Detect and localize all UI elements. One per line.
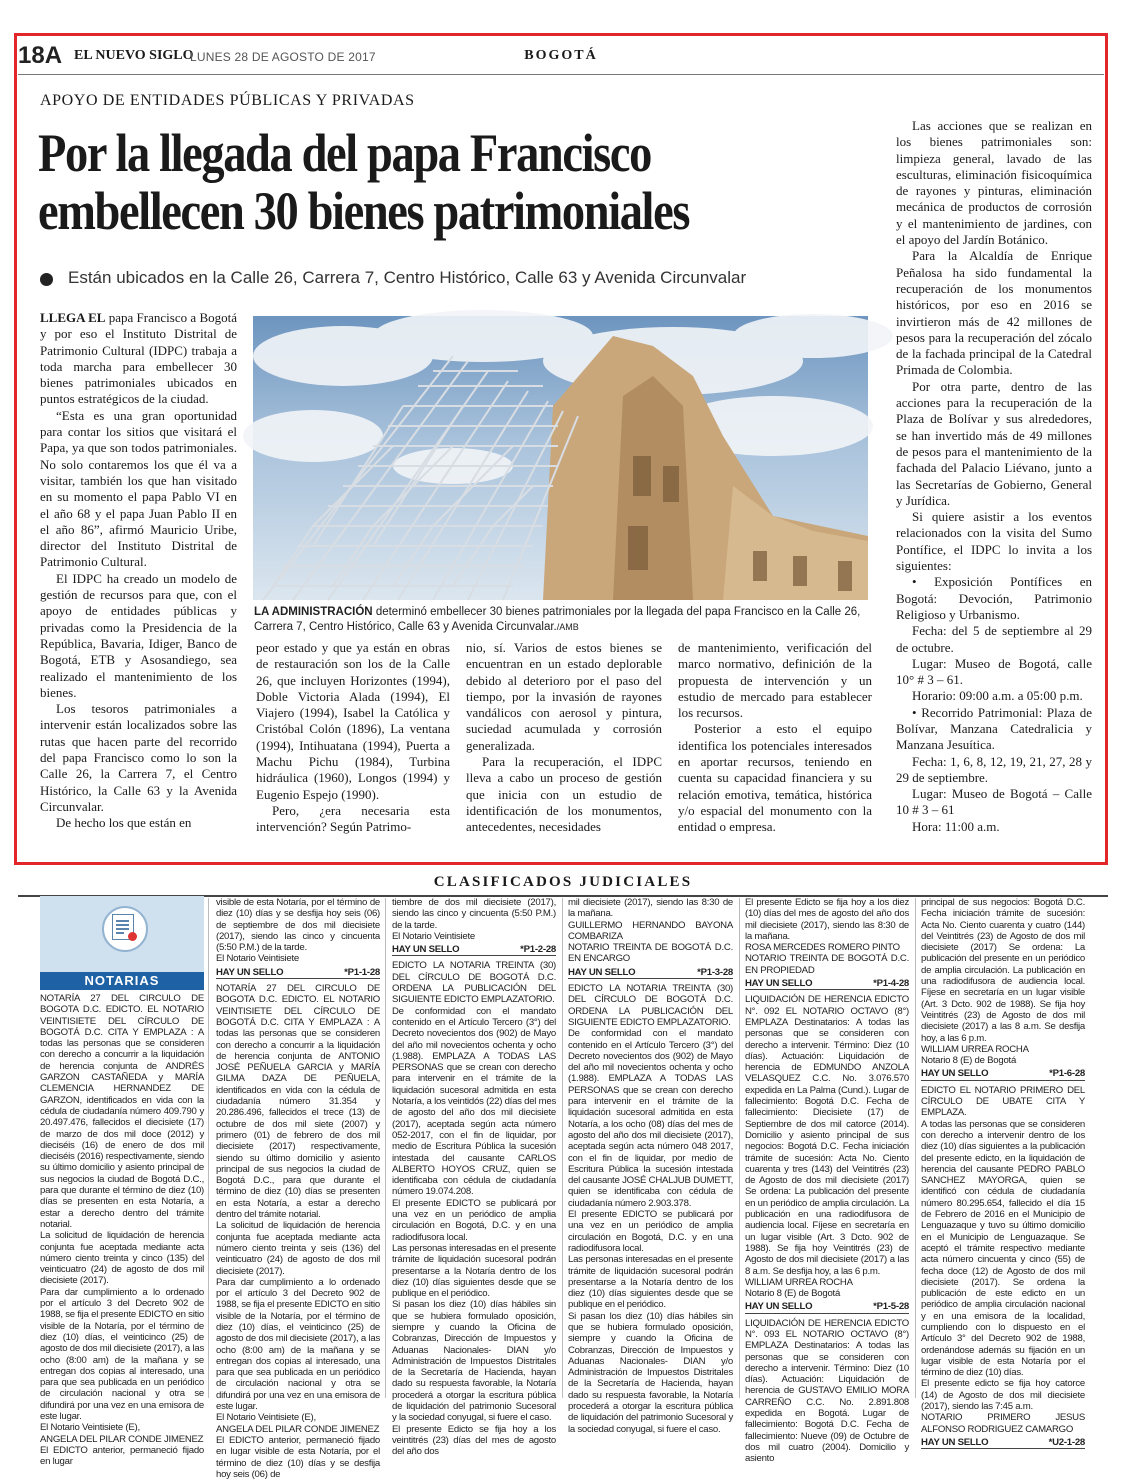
c4-notice-6: El presente EDICTO se publicará por una vez en un periódico de amplia circulación en Bogotá, D.C. y en una radiodifusora local. bbox=[568, 1209, 733, 1254]
classified-column-1 bbox=[40, 993, 204, 1468]
col1-p3: El IDPC ha creado un modelo de gestión de recursos para que, con el apoyo de entidades públicas y privadas como la Presidencia de la República, Bavaria, Idiger, Banco de Bogotá, ETB y Asosandiego, sea realizado el mantenimiento de los bienes. bbox=[40, 570, 237, 700]
right-p2: Para la Alcaldía de Enrique Peñalosa ha sido fundamental la recuperación de los monumentos históricos, por eso en 2016 se invirtieron más de 42 millones de pesos para la recuperación del zócalo de la fachada principal de la Catedral Primada de Colombia. bbox=[896, 248, 1092, 378]
classified-column-3 bbox=[392, 897, 556, 1458]
c2-notice-3: NOTARÍA 27 DEL CIRCULO DE BOGOTA D.C. EDICTO. EL NOTARIO VEINTISIETE DEL CÍRCULO DE BOGOTÁ D.C. CITA Y EMPLAZA : A todas las personas que se consideren con derecho a concurrir a la liquidación de herencia conjunta de ANTONIO JOSÉ PEÑUELA GARCIA y MARÍA GILMA DAZA DE PEÑUELA, identificados en vida con la cédula de ciudadanía número 31.354 y 20.286.496, fallecidos el trece (13) de octubre de dos mil siete (2007) y primero (01) de febrero de dos mil diecisiete (2017) respectivamente, siendo su último domicilio y asiento principal de sus negocios la ciudad de Bogotá D.C., para que durante el término de diez (10) días se presenten en esta Notaría, a estar a derecho dentro del trámite notarial. bbox=[216, 983, 380, 1221]
col2-p2: Pero, ¿era necesaria esta intervención? Según Patrimo- bbox=[256, 802, 450, 835]
page-number: 18A bbox=[18, 42, 63, 69]
c3-notice-8: El presente Edicto se fija hoy a los veintitrés (23) días del mes de agosto del año dos bbox=[392, 1423, 556, 1458]
article-column-right bbox=[896, 118, 1092, 835]
page-header bbox=[18, 40, 1104, 75]
classifieds-title: CLASIFICADOS JUDICIALES bbox=[433, 874, 693, 890]
c2-notice-6: El Notario Veintisiete (E), bbox=[216, 1412, 316, 1424]
col1-p4: Los tesoros patrimoniales a intervenir están localizados sobre las rutas que hacen parte del recorrido del papa Francisco como lo son la Calle 26, la Carrera 7, el Centro Histórico, la Calle 63 y la Avenida Circunvalar. bbox=[40, 701, 237, 814]
c2-notice-4: La solicitud de liquidación de herencia conjunta fue aceptada mediante acta número ciento treinta y seis (136) del veinticuatro (24) de agosto de dos mil diecisiete (2017). bbox=[216, 1220, 380, 1277]
right-p4: Si quiere asistir a los eventos relacionados con la visita del Sumo Pontífice, el IDPC lo invita a los siguientes: bbox=[896, 509, 1092, 574]
article-headline bbox=[38, 124, 778, 240]
c3-notice-3: EDICTO LA NOTARIA TREINTA (30) DEL CÍRCULO DE BOGOTÁ D.C. ORDENA LA PUBLICACIÓN DEL SIGUIENTE EDICTO EMPLAZATORIO. bbox=[392, 960, 556, 1006]
col3-p2: Para la recuperación, el IDPC lleva a cabo un proceso de gestión que inicia con un estudio de identificación de los monumentos, antecedentes, necesidades bbox=[466, 754, 662, 835]
right-p11: Lugar: Museo de Bogotá – Calle 10 # 3 – 61 bbox=[896, 786, 1092, 818]
c4-notice-3: NOTARIO TREINTA DE BOGOTÁ D.C. EN ENCARGO bbox=[568, 942, 733, 965]
c2-notice-2: El Notario Veintisiete bbox=[216, 953, 300, 965]
caption-text: determinó embellecer 30 bienes patrimoniales por la llegada del papa Francisco en la Calle 26, Carrera 7, Centro Histórico, Calle 63 y Avenida Circunvalar. bbox=[254, 606, 861, 633]
section-title: BOGOTÁ bbox=[524, 48, 598, 63]
c6-notice-2: WILLIAM URREA ROCHA bbox=[921, 1043, 1029, 1055]
c4-notice-4: EDICTO LA NOTARIA TREINTA (30) DEL CÍRCULO DE BOGOTÁ D.C. ORDENA LA PUBLICACIÓN DEL SIGUIENTE EDICTO EMPLAZATORIO. bbox=[568, 983, 733, 1028]
column-divider bbox=[915, 898, 916, 1398]
photo-caption bbox=[254, 605, 866, 635]
c4-notice-7: Las personas interesadas en el presente trámite de liquidación sucesoral podrán presentarse a la Notaría dentro de los diez (10) días siguientes desde que se publique en el periódico. bbox=[568, 1254, 733, 1311]
c1-notice-4: El Notario Veintisiete (E), bbox=[40, 1422, 140, 1434]
article-column-4 bbox=[678, 640, 872, 836]
article-column-1 bbox=[40, 310, 237, 832]
c4-notice-5: De conformidad con el mandato contenido en el Artículo Tercero (3°) del Decreto novecientos dos (902) de Mayo del año mil novecientos ochenta y ocho (1.988). EMPLAZA A TODAS LAS PERSONAS que se crean con derecho para intervenir en el trámite de la liquidación sucesoral admitida en esta Notaría, a los ocho (08) días del mes de agosto del año dos mil diecisiete (2017), aceptada según acta número 048 2017, con el fin de liquidar, por medio de Escritura Pública la sucesión intestada del causante JOSÉ CHALJUB DUMETT, quien se identificaba con cédula de ciudadanía número 2.903.378. bbox=[568, 1028, 733, 1209]
c2-notice-8: El EDICTO anterior, permaneció fijado en lugar visible de esta Notaría, por el término de diez (10) días y se desfija hoy seis (06) de bbox=[216, 1434, 380, 1480]
c4-notice-2: GUILLERMO HERNANDO BAYONA COMBARIZA bbox=[568, 919, 733, 942]
classified-column-5 bbox=[745, 897, 909, 1465]
c2-notice-7: ANGELA DEL PILAR CONDE JIMENEZ bbox=[216, 1423, 380, 1435]
seal-line: HAY UN SELLO *P1-1-28 bbox=[216, 966, 380, 978]
seal-line: HAY UN SELLO *P1-6-28 bbox=[921, 1068, 1085, 1080]
c3-notice-7: Si pasan los diez (10) días hábiles sin que se hubiera formulado oposición, siempre y cuando la Oficina de Cobranzas, Dirección de Impuestos y Aduanas Nacionales- DIAN y/o Administración de Impuestos Distritales de la Secretaría de Hacienda, hayan dado su respuesta favorable, la Notaría procederá a otorgar la escritura pública de liquidación del patrimonio Sucesoral y la sociedad conyugal, si fuere el caso. bbox=[392, 1299, 556, 1424]
classified-column-4 bbox=[568, 897, 733, 1435]
c5-notice-2: ROSA MERCEDES ROMERO PINTO bbox=[745, 942, 900, 954]
c5-notice-1: El presente Edicto se fija hoy a los diez (10) días del mes de agosto del año dos mil diecisiete (2017), siendo las 8:30 de la mañana. bbox=[745, 897, 909, 942]
headline-line-2: embellecen 30 bienes patrimoniales bbox=[38, 181, 690, 241]
right-p10: Fecha: 1, 6, 8, 12, 19, 21, 27, 28 y 29 de septiembre. bbox=[896, 753, 1092, 785]
c5-notice-3: NOTARIO TREINTA DE BOGOTÁ D.C. EN PROPIEDAD bbox=[745, 953, 909, 976]
right-p8: Horario: 09:00 a.m. a 05:00 p.m. bbox=[912, 688, 1083, 704]
headline-line-1: Por la llegada del papa Francisco bbox=[38, 123, 651, 183]
seal-line: HAY UN SELLO *P1-5-28 bbox=[745, 1301, 909, 1313]
seal-line: HAY UN SELLO *P1-4-28 bbox=[745, 978, 909, 990]
c1-notice-2: La solicitud de liquidación de herencia conjunta fue aceptada mediante acta número ciento treinta y cinco (135) del veinticuatro (24) de agosto de dos mil diecisiete (2017). bbox=[40, 1230, 204, 1287]
notarias-label: NOTARIAS bbox=[40, 972, 204, 990]
caption-lead: LA ADMINISTRACIÓN bbox=[254, 606, 373, 618]
c3-notice-5: El presente EDICTO se publicará por una vez en un periódico de amplia circulación en Bogotá, D.C. y en una radiodifusora local. bbox=[392, 1197, 556, 1243]
seal-line: HAY UN SELLO *P1-2-28 bbox=[392, 944, 556, 956]
seal-line: HAY UN SELLO *U2-1-28 bbox=[921, 1436, 1085, 1448]
col1-p5: De hecho los que están en bbox=[56, 815, 192, 831]
newspaper-name: EL NUEVO SIGLO bbox=[74, 48, 194, 63]
c6-notice-1: principal de sus negocios: Bogotá D.C. Fecha iniciación trámite de sucesión: Acta No. Ciento cuarenta y cuatro (144) del Veintitrés (23) de Agosto de dos mil diecisiete (2017) Se ordena: La publicación del presente en un periódico de amplia circulación. La publicación en una radiodifusora de audiencia local. Fíjese en secretaría en un lugar visible (Art. 3 Dcto. 902 de 1988). Se fija hoy Veintitrés (23) de Agosto de dos mil diecisiete (2017) a las 8 a.m. Se desfija hoy, a las 6 p.m. bbox=[921, 897, 1085, 1044]
c4-notice-1: mil diecisiete (2017), siendo las 8:30 de la mañana. bbox=[568, 897, 733, 920]
c1-notice-6: El EDICTO anterior, permaneció fijado en lugar bbox=[40, 1444, 204, 1468]
c5-notice-5: WILLIAM URREA ROCHA bbox=[745, 1276, 853, 1288]
cathedral-scaffolding-image bbox=[253, 316, 868, 600]
col1-p2: “Esta es una gran oportunidad para contar los sitios que visitará el Papa, ya que son todos patrimoniales. No solo contaremos los que él va a visitar, también los que han visitado en su momento el papa Pablo VI en el año 68 y el papa Juan Pablo II en el año 86”, afirmó Mauricio Uribe, director del Instituto Distrital de Patrimonio Cultural. bbox=[40, 407, 237, 570]
right-p7: Lugar: Museo de Bogotá, calle 10° # 3 – 61. bbox=[896, 655, 1092, 688]
column-divider bbox=[562, 898, 563, 1398]
col3-p1: nio, sí. Varios de estos bienes se encuentran en un estado deplorable debido al deterioro por el paso del tiempo, por la invasión de rayones vandálicos con aerosol y pintura, suciedad acumulada y corrosión generalizada. bbox=[466, 640, 662, 753]
c3-notice-2: El Notario Veintisiete bbox=[392, 930, 476, 942]
right-p9: • Recorrido Patrimonial: Plaza de Bolívar, Manzana Catedralicia y Manzana Jesuítica. bbox=[896, 704, 1092, 753]
right-p12: Hora: 11:00 a.m. bbox=[912, 818, 1000, 834]
col2-p1: peor estado y que ya están en obras de restauración son los de la Calle 26, que incluyen Horizontes (1994), Doble Victoria Alada (1994), El Viajero (1994), Isabel la Católica y Cristóbal Colón (1896), La ventana (1994), Intihuatana (1994), Puerta a Machu Pichu (1984), Turbina hidráulica (1960), Longos (1994) y Eugenio Espejo (1990). bbox=[256, 640, 450, 802]
classified-column-6 bbox=[921, 897, 1085, 1448]
c4-notice-8: Si pasan los diez (10) días hábiles sin que se hubiera formulado oposición, siempre y cuando la Oficina de Cobranzas, Dirección de Impuestos y Aduanas Nacionales- DIAN y/o Administración de Impuestos Distritales de la Secretaría de Hacienda, hayan dado su respuesta favorable, la Notaría procederá a otorgar la escritura pública de liquidación del patrimonio Sucesoral y la sociedad conyugal, si fuere el caso. bbox=[568, 1310, 733, 1435]
right-p3: Por otra parte, dentro de las acciones para la recuperación de la Plaza de Bolívar y sus alrededores, se han invertido más de 49 millones de pesos para el mantenimiento de la fachada del Palacio Liévano, junto a las Secretarías de Gobierno, General y Jurídica. bbox=[896, 378, 1092, 508]
seal-icon bbox=[128, 932, 137, 941]
article-photo bbox=[253, 316, 868, 600]
right-p1: Las acciones que se realizan en los bienes patrimoniales son: limpieza general, lavado de las esculturas, eliminación fisicoquímica de rayones y pinturas, eliminación mecánica de productos de corrosión y el mantenimiento de jardines, con el apoyo del Jardín Botánico. bbox=[896, 118, 1092, 248]
article-kicker: APOYO DE ENTIDADES PÚBLICAS Y PRIVADAS bbox=[40, 92, 415, 109]
c5-notice-6: Notario 8 (E) de Bogotá bbox=[745, 1288, 841, 1300]
c5-notice-4: LIQUIDACIÓN DE HERENCIA EDICTO N°. 092 EL NOTARIO OCTAVO (8°) EMPLAZA Destinatarios: A todas las personas que se consideren con derecho a intervenir. Término: Diez (10 días). Actuación: Liquidación de herencia de EDMUNDO ANZOLA VELASQUEZ C.C. No. 3.076.570 expedida en La Palma (Cund.). Lugar de fallecimiento: Bogotá D.C. Fecha de fallecimiento: Diecisiete (17) de Septiembre de dos mil catorce (2014). Domicilio y asiento principal de sus negocios: Bogotá D.C. Fecha iniciación trámite de sucesión: Acta No. Ciento cuarenta y tres (143) del Veintitrés (23) de Agosto de dos mil diecisiete (2017) Se ordena: La publicación del presente en un periódico de amplia circulación. La publicación en una radiodifusora de audiencia local. Fíjese en secretaría en un lugar visible (Art. 3 Dcto. 902 de 1988). Se fija hoy Veintitrés (23) de Agosto de dos mil diecisiete (2017) a las 8 a.m. Se desfija hoy, a las 6 p.m. bbox=[745, 994, 909, 1277]
c2-notice-1: visible de esta Notaría, por el término de diez (10) días y se desfija hoy seis (06) de septiembre de dos mil diecisiete (2017), siendo las cinco y cincuenta (5:50 P.M.) de la tarde. bbox=[216, 897, 380, 954]
c6-notice-4: EDICTO EL NOTARIO PRIMERO DEL CÍRCULO DE UBATE CITA Y EMPLAZA. bbox=[921, 1084, 1085, 1119]
c2-notice-5: Para dar cumplimiento a lo ordenado por el artículo 3 del Decreto 902 de 1988, se fija el presente EDICTO en sitio visible de la Notaría, por el término de diez (10) días, el veinticinco (25) de agosto de dos mil diecisiete (2017), a las ocho (8:00 am) de la mañana y se entregan dos copias al interesado, una para que sea publicada en un periódico de circulación nacional y otra se difundirá por una vez en una emisora de este lugar. bbox=[216, 1276, 380, 1413]
c6-notice-3: Notario 8 (E) de Bogotá bbox=[921, 1055, 1017, 1067]
issue-date: LUNES 28 DE AGOSTO DE 2017 bbox=[190, 50, 376, 64]
classified-column-2 bbox=[216, 897, 380, 1480]
column-divider bbox=[385, 898, 386, 1398]
c1-notice-1: NOTARÍA 27 DEL CIRCULO DE BOGOTA D.C. EDICTO. EL NOTARIO VEINTISIETE DEL CÍRCULO DE BOGOTÁ D.C. CITA Y EMPLAZA : A todas las personas que se consideren con derecho a concurrir a la liquidación de herencia conjunta de ANDRÉS GARZON CASTAÑEDA y MARÍA CLEMENCIA HERNANDEZ DE GARZON, identificados en vida con la cédula de ciudadanía número 409.790 y 20.497.476, fallecidos el diecisiete (17) de marzo de dos mil doce (2012) y dieciséis (16) de enero de dos mil dieciséis (2016) respectivamente, siendo su último domicilio y asiento principal de sus negocios la ciudad de Bogotá D.C., para que durante el término de diez (10) días se presenten en esta Notaría, a estar a derecho dentro del trámite notarial. bbox=[40, 993, 204, 1230]
scaffolding bbox=[263, 356, 578, 600]
photo-credit: /AMB bbox=[556, 622, 579, 632]
c6-notice-5: A todas las personas que se consideren con derecho a intervenir dentro de los diez (10) días siguientes a la publicación del presente edicto, en la liquidación de herencia del causante PEDRO PABLO SANCHEZ MAYORGA, quien se identificó con cédula de ciudadanía número 80.295.654, fallecido el día 15 de Febrero de 2016 en el Municipio de Lenguazaque y tuvo su último domicilio en el Municipio de Lenguazaque. Se aceptó el trámite respectivo mediante acta número cincuenta y cinco (55) de fecha doce (12) de Agosto de dos mil diecisiete (2017). Se ordena la publicación de este edicto en un periódico de amplia circulación nacional y en una emisora de la localidad, cumpliendo con lo dispuesto en el Artículo 3° del Decreto 902 de 1988, ordenándose además su fijación en un lugar visible de esta Notaría por el término de diez (10) días. bbox=[921, 1118, 1085, 1379]
c3-notice-1: tiembre de dos mil diecisiete (2017), siendo las cinco y cincuenta (5:50 P.M.) de la tarde. bbox=[392, 897, 556, 931]
col4-p1: de mantenimiento, verificación del marco normativo, definición de la propuesta de intervención y un estudio de mercado para establecer los recursos. bbox=[678, 640, 872, 721]
c6-notice-6: El presente edicto se fija hoy catorce (14) de Agosto de dos mil diecisiete (2017), siendo las 7:45 a.m. bbox=[921, 1378, 1085, 1413]
subhead-bullet-icon bbox=[40, 273, 53, 286]
seal-line: HAY UN SELLO *P1-3-28 bbox=[568, 966, 733, 978]
lead-in: LLEGA EL bbox=[40, 310, 106, 325]
c3-notice-6: Las personas interesadas en el presente trámite de liquidación sucesoral podrán presentarse a la Notaría dentro de los diez (10) días siguientes desde que se publique en el periódico. bbox=[392, 1242, 556, 1300]
column-divider bbox=[208, 898, 209, 1398]
right-p6: Fecha: del 5 de septiembre al 29 de octubre. bbox=[896, 623, 1092, 655]
right-p5: • Exposición Pontífices en Bogotá: Devoción, Patrimonio Religioso y Urbanismo. bbox=[896, 574, 1092, 622]
article-column-2 bbox=[256, 640, 450, 836]
article-subhead: Están ubicados en la Calle 26, Carrera 7, Centro Histórico, Calle 63 y Avenida Circunvalar bbox=[68, 268, 747, 287]
c1-notice-3: Para dar cumplimiento a lo ordenado por el artículo 3 del Decreto 902 de 1988, se fija el presente EDICTO en sitio visible de la Notaría, por el término de diez (10) días, el veinticinco (25) de agosto de dos mil diecisiete (2017), a las ocho (8:00 am) de la mañana y se entregan dos copias al interesado, una para que sea publicada en un periódico de circulación nacional y otra se difundirá por una vez en una emisora de este lugar. bbox=[40, 1286, 204, 1422]
col4-p2: Posterior a esto el equipo identifica los potenciales interesados en aportar recursos, teniendo en cuenta su capacidad financiera y su relación emotiva, temática, histórica y/o espacial del monumento con la entidad o empresa. bbox=[678, 721, 872, 835]
column-divider bbox=[739, 898, 740, 1398]
article-column-3 bbox=[466, 640, 662, 836]
c1-notice-5: ANGELA DEL PILAR CONDE JIMENEZ bbox=[40, 1433, 204, 1445]
c3-notice-4: De conformidad con el mandato contenido en el Artículo Tercero (3°) del Decreto novecientos dos (902) de Mayo del año mil novecientos ochenta y ocho (1.988). EMPLAZA A TODAS LAS PERSONAS que se crean con derecho para intervenir en el trámite de la liquidación sucesoral admitida en esta Notaría, a los veintidós (22) días del mes de agosto del año dos mil diecisiete (2017), aceptada según acta número 052-2017, con el fin de liquidar, por medio de Escritura Pública la sucesión intestada del causante CARLOS ALBERTO HOYOS CRUZ, quien se identificaba con cédula de ciudadanía número 19.074.208. bbox=[392, 1005, 556, 1198]
c5-notice-7: LIQUIDACIÓN DE HERENCIA EDICTO N°. 093 EL NOTARIO OCTAVO (8°) EMPLAZA Destinatarios: A todas las personas que se consideren con derecho a intervenir. Término: Diez (10 días). Actuación: Liquidación de herencia de GUSTAVO EMILIO MORA CARREÑO C.C. No. 2.891.808 expedida en Bogotá. Lugar de fallecimiento: Bogotá D.C. Fecha de fallecimiento: Nueve (09) de Octubre de dos mil cuatro (2004). Domicilio y asiento bbox=[745, 1317, 909, 1465]
c6-notice-7: NOTARIO PRIMERO JESUS ALFONSO RODRIGUEZ CAMARGO bbox=[921, 1412, 1085, 1435]
col1-p1: papa Francisco a Bogotá y por eso el Instituto Distrital de Patrimonio Cultural (IDPC) trabaja a toda marcha para embellecer 30 bienes patrimoniales ubicados en puntos estratégicos de la ciudad. bbox=[40, 310, 238, 407]
